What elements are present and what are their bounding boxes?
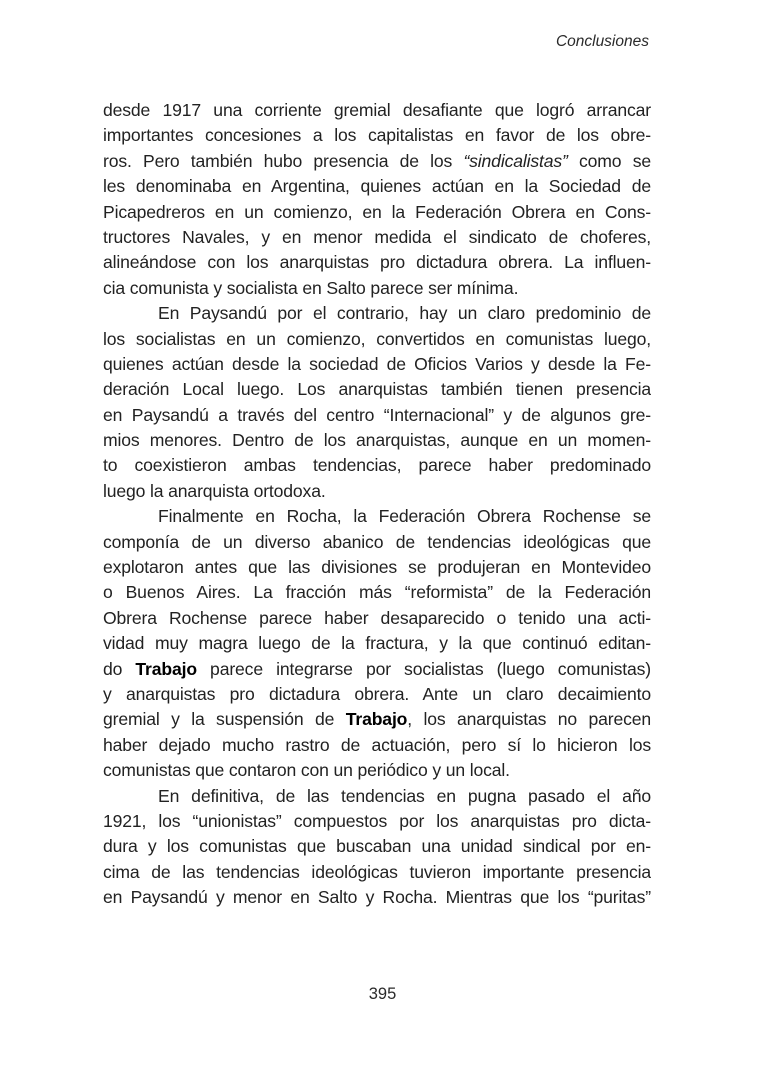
text-run: importantes concesiones a los capitalistas en favor de los obre- <box>103 125 651 146</box>
text-line <box>103 327 651 352</box>
text-line <box>103 682 651 707</box>
text-run: parece integrarse por socialistas (luego comunistas) <box>196 658 651 679</box>
text-line <box>103 479 651 504</box>
text-line <box>103 149 651 174</box>
text-run: alineándose con los anarquistas pro dictadura obrera. La influen- <box>103 252 651 273</box>
text-line <box>103 276 651 301</box>
text-run: En Paysandú por el contrario, hay un claro predominio de <box>158 303 651 324</box>
text-run: en Paysandú a través del centro “Internacional” y de algunos gre- <box>103 404 651 425</box>
text-run: quienes actúan desde la sociedad de Oficios Varios y desde la Fe- <box>103 353 651 374</box>
text-run: comunistas que contaron con un periódico y un local. <box>103 760 510 781</box>
text-run: , los anarquistas no parecen <box>407 709 651 730</box>
text-run: en Paysandú y menor en Salto y Rocha. Mientras que los “puritas” <box>103 887 651 908</box>
text-run: les denominaba en Argentina, quienes actúan en la Sociedad de <box>103 176 651 197</box>
text-run: ros. Pero también hubo presencia de los <box>103 150 464 171</box>
text-line <box>103 733 651 758</box>
text-run: do <box>103 658 136 679</box>
text-line <box>103 885 651 910</box>
text-run: to coexistieron ambas tendencias, parece haber predominado <box>103 455 651 476</box>
text-run: desde 1917 una corriente gremial desafiante que logró arrancar <box>103 100 651 120</box>
text-line <box>103 834 651 859</box>
text-line <box>103 174 651 199</box>
text-line <box>103 758 651 783</box>
text-line <box>103 98 651 123</box>
text-run: componía de un diverso abanico de tendencias ideológicas que <box>103 531 651 552</box>
text-line <box>103 809 651 834</box>
text-run: Picapedreros en un comienzo, en la Federación Obrera en Cons- <box>103 201 651 222</box>
text-run: luego la anarquista ortodoxa. <box>103 480 326 501</box>
text-line <box>103 580 651 605</box>
text-run: o Buenos Aires. La fracción más “reformista” de la Federación <box>103 582 651 603</box>
text-line <box>103 657 651 682</box>
text-run: 1921, los “unionistas” compuestos por los anarquistas pro dicta- <box>103 810 651 831</box>
periodical-title: Trabajo <box>135 658 197 679</box>
text-line <box>103 200 651 225</box>
running-header: Conclusiones <box>555 33 649 50</box>
text-run: cia comunista y socialista en Salto parece ser mínima. <box>103 277 519 298</box>
text-line <box>103 428 651 453</box>
text-line <box>103 784 651 809</box>
text-line <box>103 250 651 275</box>
text-run: cima de las tendencias ideológicas tuvieron importante presencia <box>103 861 651 882</box>
text-run: deración Local luego. Los anarquistas también tienen presencia <box>103 379 651 400</box>
text-run: Obrera Rochense parece haber desaparecido o tenido una acti- <box>103 607 651 628</box>
text-line <box>103 301 651 326</box>
text-run: dura y los comunistas que buscaban una unidad sindical por en- <box>103 836 651 857</box>
text-run: los socialistas en un comienzo, convertidos en comunistas luego, <box>103 328 651 349</box>
text-line <box>103 123 651 148</box>
text-run: gremial y la suspensión de <box>103 709 346 730</box>
page-number: 395 <box>368 985 397 1003</box>
text-run: explotaron antes que las divisiones se produjeran en Montevideo <box>103 557 651 578</box>
text-line <box>103 606 651 631</box>
text-line <box>103 352 651 377</box>
text-line <box>103 453 651 478</box>
text-run: Finalmente en Rocha, la Federación Obrera Rochense se <box>158 506 651 527</box>
text-line <box>103 555 651 580</box>
text-line <box>103 631 651 656</box>
periodical-title: Trabajo <box>345 709 408 730</box>
text-run: y anarquistas pro dictadura obrera. Ante un claro decaimiento <box>103 683 651 704</box>
text-run: tructores Navales, y en menor medida el sindicato de choferes, <box>103 226 651 247</box>
text-run: como se <box>567 150 651 171</box>
text-run: En definitiva, de las tendencias en pugna pasado el año <box>158 785 651 806</box>
text-run: vidad muy magra luego de la fractura, y la que continuó editan- <box>103 633 651 654</box>
text-line <box>103 377 651 402</box>
italic-term: “sindicalistas” <box>463 150 568 171</box>
text-run: mios menores. Dentro de los anarquistas, aunque en un momen- <box>103 430 651 451</box>
text-line <box>103 707 651 732</box>
text-line <box>103 530 651 555</box>
text-line <box>103 225 651 250</box>
text-run: haber dejado mucho rastro de actuación, pero sí lo hicieron los <box>103 734 651 755</box>
body-text <box>103 98 651 911</box>
text-line <box>103 504 651 529</box>
text-line <box>103 403 651 428</box>
text-line <box>103 860 651 885</box>
